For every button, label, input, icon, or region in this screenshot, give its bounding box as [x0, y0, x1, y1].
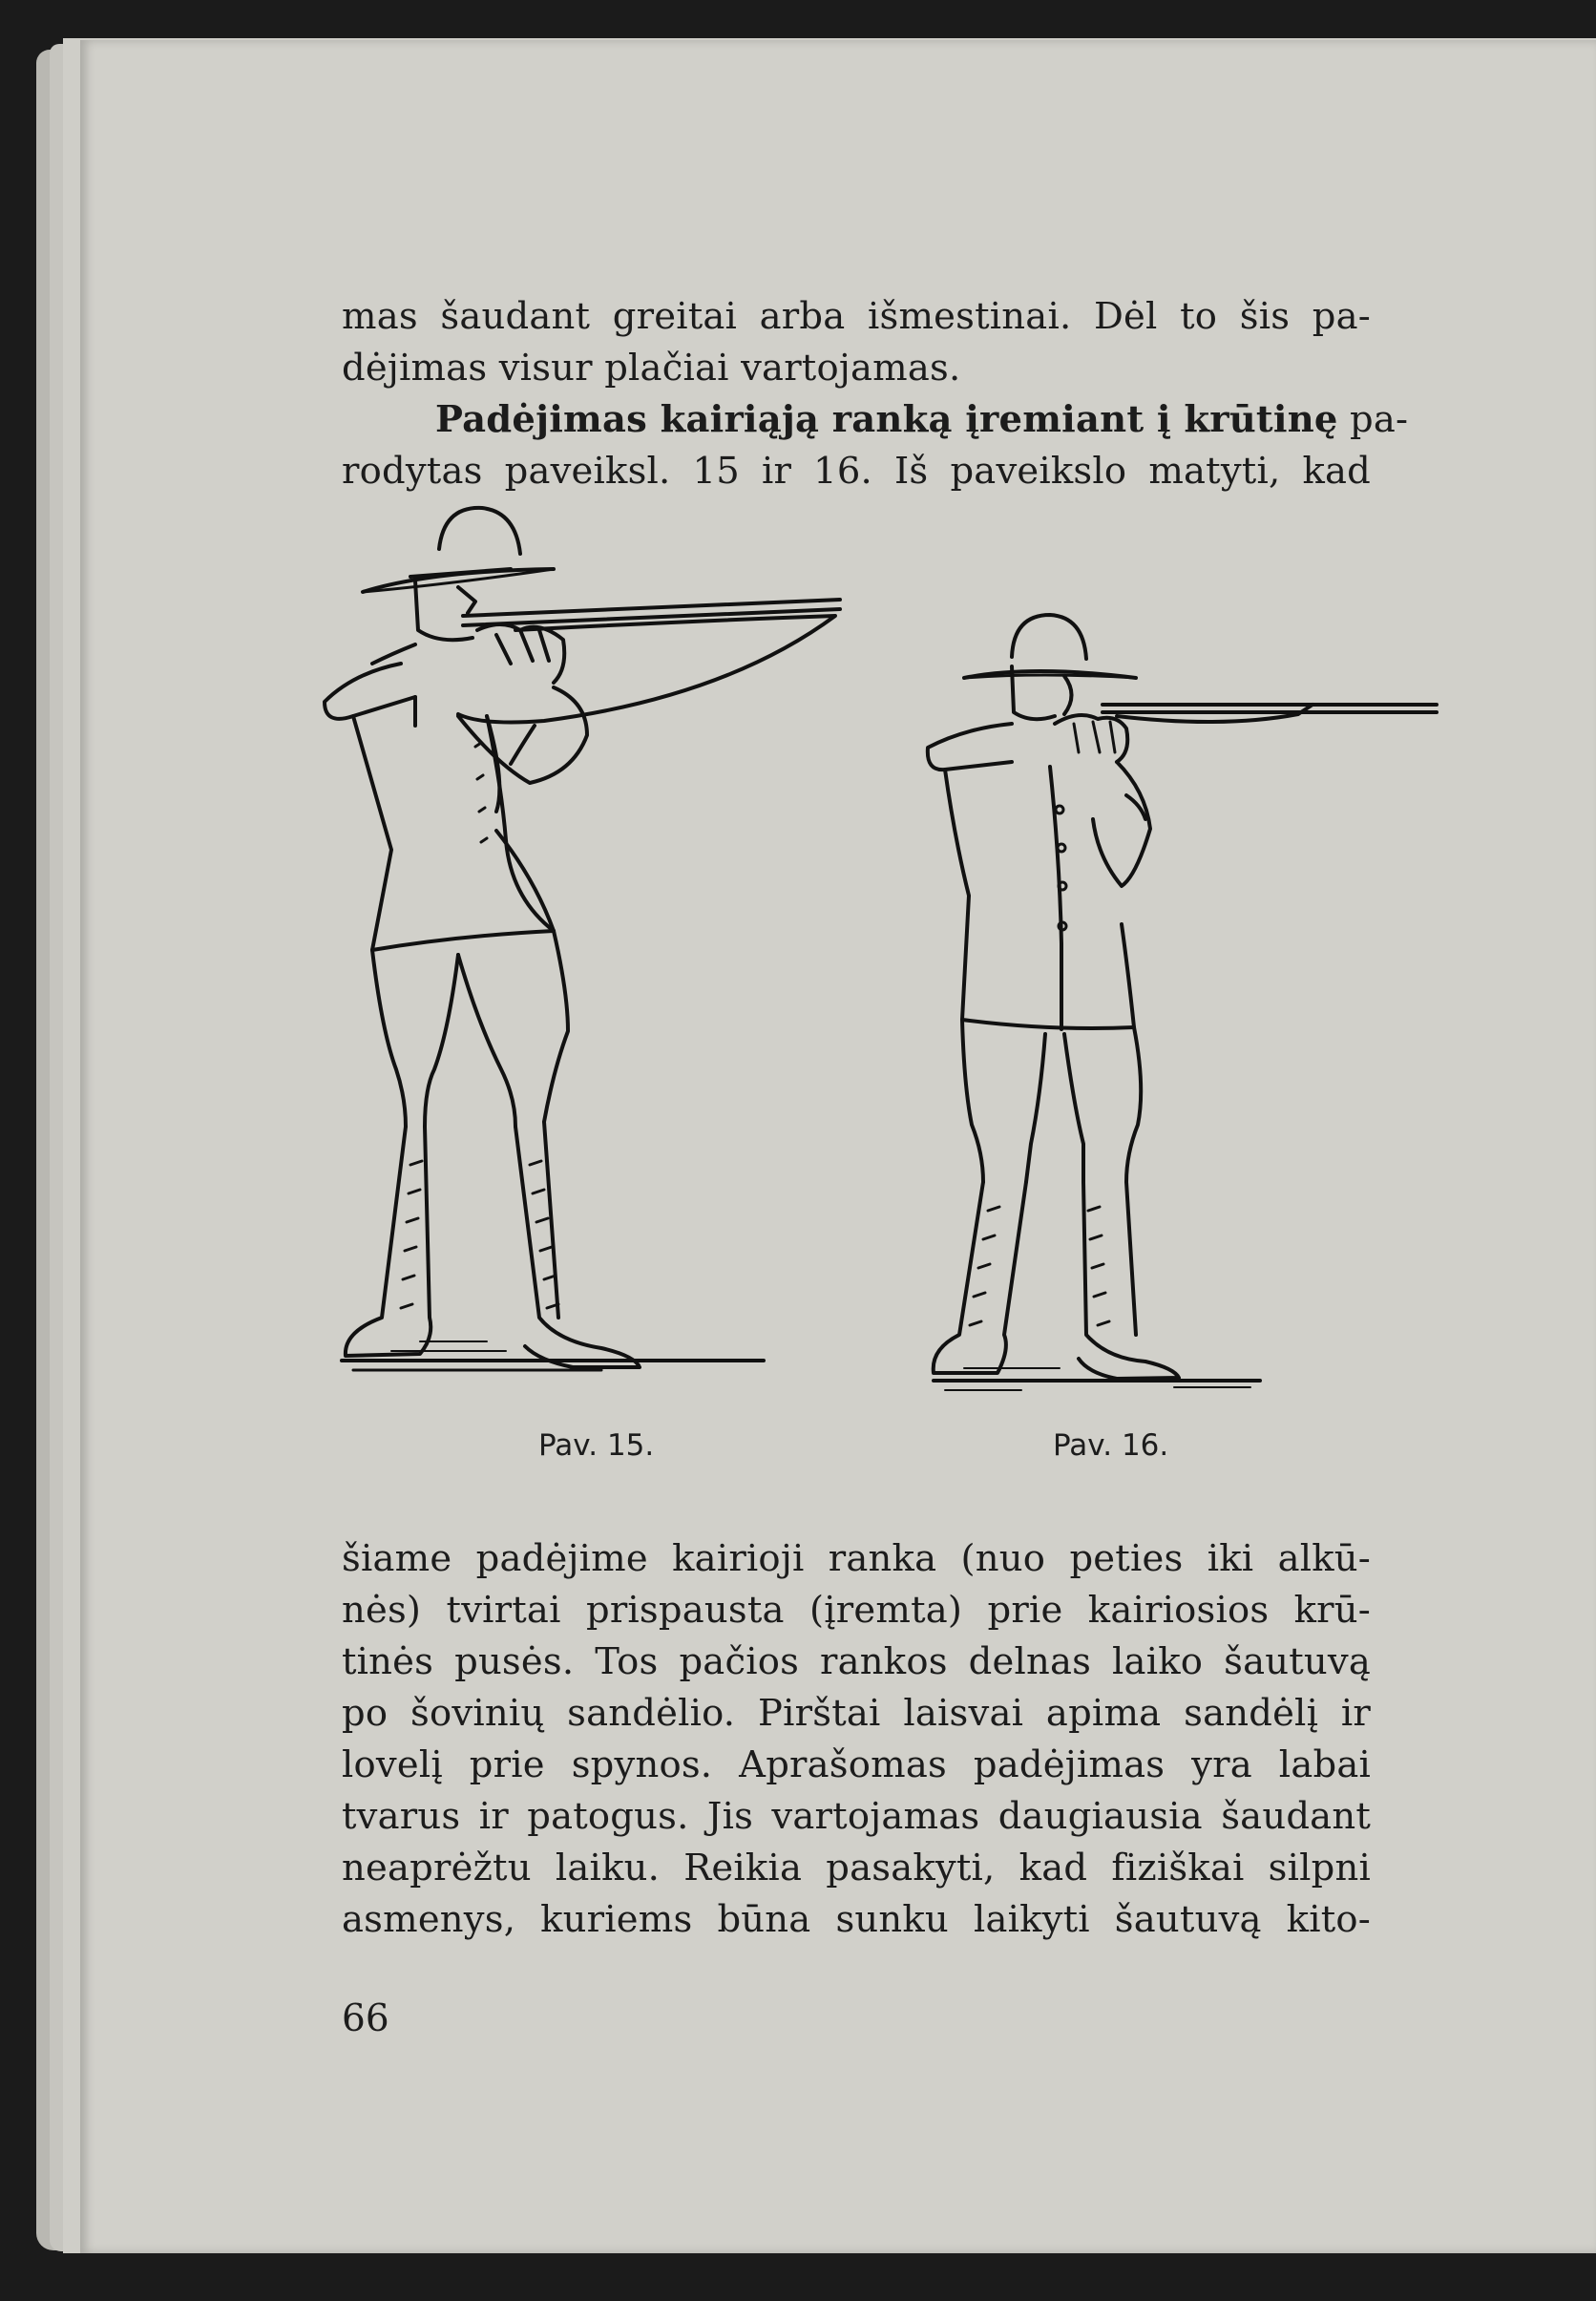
rifleman-drawing — [888, 609, 1441, 1411]
text-line: tinės pusės. Tos pačios rankos delnas laiko šautuvą — [342, 1640, 1371, 1683]
figure-15-illustration — [315, 496, 869, 1404]
text-line: po šovinių sandėlio. Pirštai laisvai apima sandėlį ir — [342, 1692, 1371, 1735]
text-line: šiame padėjime kairioji ranka (nuo peties iki alkū- — [342, 1537, 1371, 1580]
text-line: nės) tvirtai prispausta (įremta) prie kairiosios krū- — [342, 1589, 1371, 1632]
text-line: asmenys, kuriems būna sunku laikyti šautuvą kito- — [342, 1898, 1371, 1941]
text-fragment: pa- — [1337, 398, 1409, 441]
text-line: neaprėžtu laiku. Reikia pasakyti, kad fiziškai silpni — [342, 1847, 1371, 1889]
bottom-paragraph — [342, 1533, 1371, 1946]
text-line — [342, 394, 1409, 446]
figure-16-caption: Pav. 16. — [1053, 1428, 1169, 1463]
text-line: dėjimas visur plačiai vartojamas. — [342, 347, 961, 390]
text-line: tvarus ir patogus. Jis vartojamas daugiausia šaudant — [342, 1795, 1371, 1838]
top-paragraph — [342, 291, 1409, 497]
rifleman-drawing — [315, 496, 869, 1404]
figure-16-illustration — [888, 609, 1441, 1411]
figure-15-caption: Pav. 15. — [538, 1428, 655, 1463]
bold-heading: Padėjimas kairiąją ranką įremiant į krūtinę — [435, 398, 1338, 441]
text-line: lovelį prie spynos. Aprašomas padėjimas yra labai — [342, 1743, 1371, 1786]
text-line: rodytas paveiksl. 15 ir 16. Iš paveikslo matyti, kad — [342, 450, 1371, 493]
text-line: mas šaudant greitai arba išmestinai. Dėl to šis pa- — [342, 295, 1371, 338]
page-number: 66 — [342, 1997, 389, 2040]
